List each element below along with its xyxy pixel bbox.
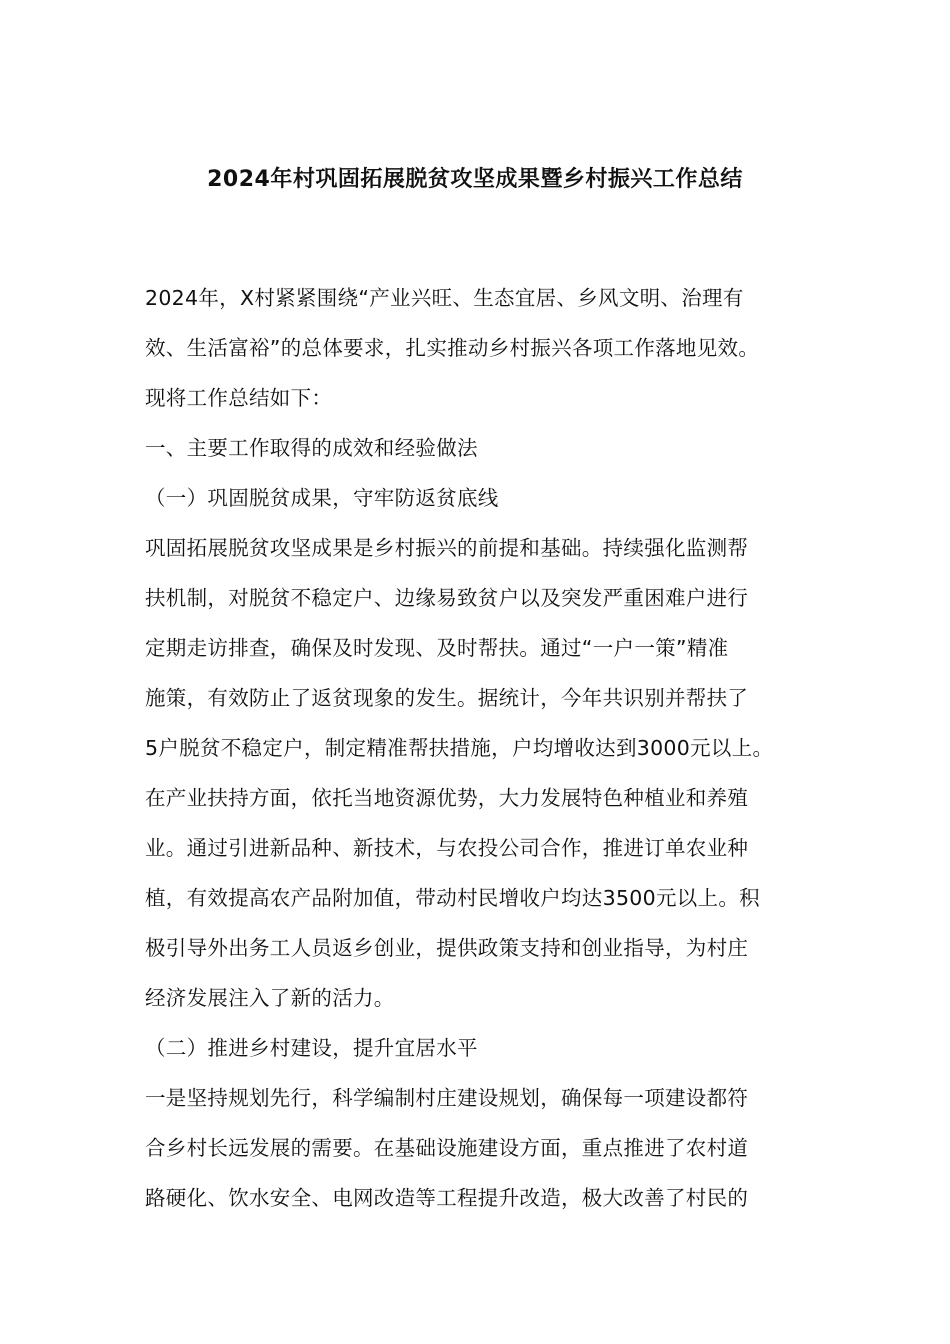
- body-line: 植，有效提高农产品附加值，带动村民增收户均达3500元以上。积: [145, 886, 760, 910]
- body-line: 现将工作总结如下：: [145, 386, 333, 410]
- body-line: 合乡村长远发展的需要。在基础设施建设方面，重点推进了农村道: [145, 1136, 749, 1160]
- body-line: 在产业扶持方面，依托当地资源优势，大力发展特色种植业和养殖: [145, 786, 749, 810]
- subsection-heading: （二）推进乡村建设，提升宜居水平: [145, 1036, 478, 1060]
- document-title: 2024年村巩固拓展脱贫攻坚成果暨乡村振兴工作总结: [207, 167, 743, 192]
- body-line: 极引导外出务工人员返乡创业，提供政策支持和创业指导，为村庄: [145, 936, 749, 960]
- body-line: 2024年，X村紧紧围绕“产业兴旺、生态宜居、乡风文明、治理有: [145, 286, 744, 310]
- body-line: 效、生活富裕”的总体要求，扎实推动乡村振兴各项工作落地见效。: [145, 336, 760, 360]
- body-line: 扶机制，对脱贫不稳定户、边缘易致贫户以及突发严重困难户进行: [145, 586, 749, 610]
- body-line: 路硬化、饮水安全、电网改造等工程提升改造，极大改善了村民的: [145, 1186, 749, 1210]
- body-line: 5户脱贫不稳定户，制定精准帮扶措施，户均增收达到3000元以上。: [145, 736, 774, 760]
- body-line: 定期走访排查，确保及时发现、及时帮扶。通过“一户一策”精准: [145, 636, 729, 660]
- body-line: 一是坚持规划先行，科学编制村庄建设规划，确保每一项建设都符: [145, 1086, 749, 1110]
- body-line: 施策，有效防止了返贫现象的发生。据统计，今年共识别并帮扶了: [145, 686, 749, 710]
- subsection-heading: （一）巩固脱贫成果，守牢防返贫底线: [145, 486, 499, 510]
- body-line: 业。通过引进新品种、新技术，与农投公司合作，推进订单农业种: [145, 836, 749, 860]
- section-heading: 一、主要工作取得的成效和经验做法: [145, 436, 478, 460]
- body-line: 巩固拓展脱贫攻坚成果是乡村振兴的前提和基础。持续强化监测帮: [145, 536, 749, 560]
- body-line: 经济发展注入了新的活力。: [145, 986, 395, 1010]
